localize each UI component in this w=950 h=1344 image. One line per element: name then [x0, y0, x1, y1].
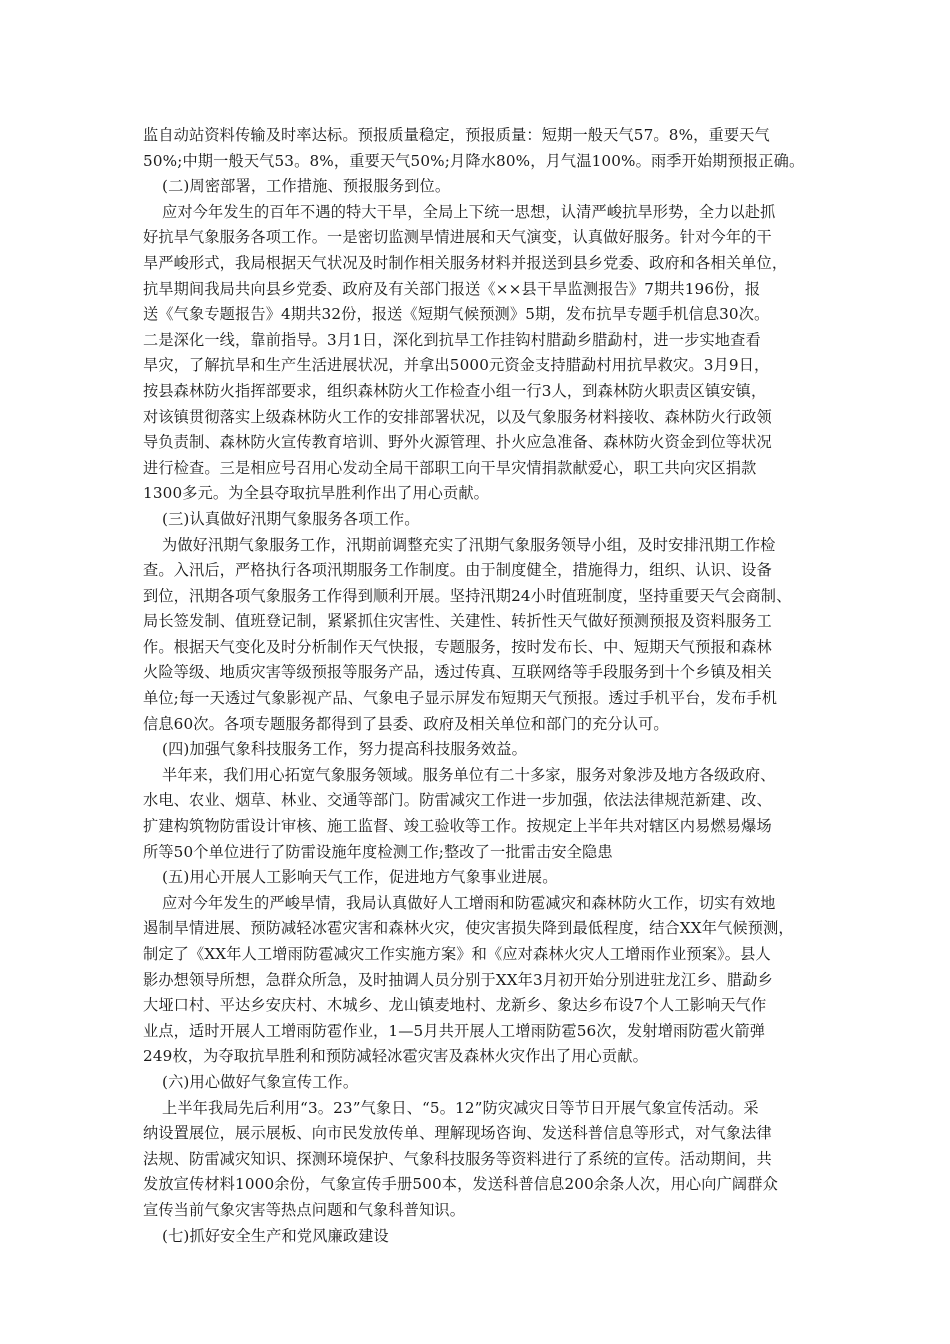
- paragraph-line: 二是深化一线，靠前指导。3月1日，深化到抗旱工作挂钩村腊勐乡腊勐村，进一步实地查看: [143, 330, 761, 349]
- section-heading: (七)抓好安全生产和党风廉政建设: [162, 1226, 389, 1245]
- paragraph-line: 按县森林防火指挥部要求，组织森林防火工作检查小组一行3人，到森林防火职责区镇安镇，: [143, 381, 767, 400]
- paragraph-line: 旱灾，了解抗旱和生产生活进展状况，并拿出5000元资金支持腊勐村用抗旱救灾。3月9日，: [143, 356, 770, 375]
- paragraph-line: 作。根据天气变化及时分析制作天气快报，专题服务，按时发布长、中、短期天气预报和森林: [143, 637, 772, 656]
- paragraph-line: 1300多元。为全县夺取抗旱胜利作出了用心贡献。: [143, 484, 490, 503]
- paragraph-line: 50%;中期一般天气53。8%，重要天气50%;月降水80%，月气温100%。雨季开始期预报正确。: [143, 151, 805, 170]
- section-heading: (六)用心做好气象宣传工作。: [162, 1072, 359, 1091]
- paragraph-line: 送《气象专题报告》4期共32份，报送《短期气候预测》5期，发布抗旱专题手机信息30次。: [143, 305, 770, 324]
- paragraph-line: 扩建构筑物防雷设计审核、施工监督、竣工验收等工作。按规定上半年共对辖区内易燃易爆场: [143, 817, 772, 836]
- paragraph-line: 抗旱期间我局共向县乡党委、政府及有关部门报送《××县干旱监测报告》7期共196份，报: [143, 279, 761, 298]
- paragraph-line: 查。入汛后，严格执行各项汛期服务工作制度。由于制度健全，措施得力，组织、认识、设备: [143, 561, 772, 580]
- paragraph-line: 半年来，我们用心拓宽气象服务领域。服务单位有二十多家，服务对象涉及地方各级政府、: [162, 765, 776, 784]
- paragraph-line: 好抗旱气象服务各项工作。一是密切监测旱情进展和天气演变，认真做好服务。针对今年的干: [143, 228, 772, 247]
- paragraph-line: 纳设置展位，展示展板、向市民发放传单、理解现场咨询、发送科普信息等形式，对气象法律: [143, 1124, 772, 1143]
- paragraph-line: 宣传当前气象灾害等热点问题和气象科普知识。: [143, 1200, 466, 1219]
- paragraph-line: 发放宣传材料1000余份，气象宣传手册500本，发送科普信息200余条人次，用心向广阔群众: [143, 1175, 778, 1194]
- paragraph-line: 信息60次。各项专题服务都得到了县委、政府及相关单位和部门的充分认可。: [143, 714, 669, 733]
- paragraph-line: 火险等级、地质灾害等级预报等服务产品，透过传真、互联网络等手段服务到十个乡镇及相关: [143, 663, 772, 682]
- section-heading: (三)认真做好汛期气象服务各项工作。: [162, 509, 420, 528]
- paragraph-line: 应对今年发生的严峻旱情，我局认真做好人工增雨和防雹减灾和森林防火工作，切实有效地: [162, 893, 776, 912]
- paragraph-line: 影办想领导所想，急群众所急，及时抽调人员分别于XX年3月初开始分别进驻龙江乡、腊勐乡: [143, 970, 773, 989]
- paragraph-line: 所等50个单位进行了防雷设施年度检测工作;整改了一批雷击安全隐患: [143, 842, 613, 861]
- section-heading: (四)加强气象科技服务工作，努力提高科技服务效益。: [162, 740, 527, 759]
- document-page: [143, 123, 811, 1249]
- paragraph-line: 单位;每一天透过气象影视产品、气象电子显示屏发布短期天气预报。透过手机平台，发布手机: [143, 689, 778, 708]
- paragraph-line: 249枚，为夺取抗旱胜利和预防减轻冰雹灾害及森林火灾作出了用心贡献。: [143, 1047, 648, 1066]
- paragraph-line: 为做好汛期气象服务工作，汛期前调整充实了汛期气象服务领导小组，及时安排汛期工作检: [162, 535, 776, 554]
- paragraph-line: 导负责制、森林防火宣传教育培训、野外火源管理、扑火应急准备、森林防火资金到位等状况: [143, 433, 772, 452]
- paragraph-line: 业点，适时开展人工增雨防雹作业，1—5月共开展人工增雨防雹56次，发射增雨防雹火箭弹: [143, 1021, 766, 1040]
- paragraph-line: 进行检查。三是相应号召用心发动全局干部职工向干旱灾情捐款献爱心，职工共向灾区捐款: [143, 458, 757, 477]
- paragraph-line: 到位，汛期各项气象服务工作得到顺利开展。坚持汛期24小时值班制度，坚持重要天气会商制、: [143, 586, 792, 605]
- paragraph-line: 局长签发制、值班登记制，紧紧抓住灾害性、关建性、转折性天气做好预测预报及资料服务工: [143, 612, 772, 631]
- paragraph-line: 旱严峻形式，我局根据天气状况及时制作相关服务材料并报送到县乡党委、政府和各相关单位，: [143, 253, 788, 272]
- paragraph-line: 上半年我局先后利用“3。23”气象日、“5。12”防灾减灾日等节日开展气象宣传活动。采: [162, 1098, 759, 1117]
- paragraph-line: 大垭口村、平达乡安庆村、木城乡、龙山镇麦地村、龙新乡、象达乡布设7个人工影响天气作: [143, 996, 767, 1015]
- section-heading: (二)周密部署，工作措施、预报服务到位。: [162, 177, 451, 196]
- paragraph-line: 法规、防雷减灾知识、探测环境保护、气象科技服务等资料进行了系统的宣传。活动期间，共: [143, 1149, 772, 1168]
- paragraph-line: 水电、农业、烟草、林业、交通等部门。防雷减灾工作进一步加强，依法法律规范新建、改、: [143, 791, 772, 810]
- paragraph-line: 制定了《XX年人工增雨防雹减灾工作实施方案》和《应对森林火灾人工增雨作业预案》。县人: [143, 945, 771, 963]
- paragraph-line: 遏制旱情进展、预防减轻冰雹灾害和森林火灾，使灾害损失降到最低程度，结合XX年气候预测，: [143, 919, 794, 938]
- paragraph-line: 对该镇贯彻落实上级森林防火工作的安排部署状况，以及气象服务材料接收、森林防火行政领: [143, 407, 772, 426]
- paragraph-line: 应对今年发生的百年不遇的特大干旱，全局上下统一思想，认清严峻抗旱形势，全力以赴抓: [162, 202, 776, 221]
- paragraph-line: 监自动站资料传输及时率达标。预报质量稳定，预报质量：短期一般天气57。8%，重要天气: [143, 126, 770, 144]
- section-heading: (五)用心开展人工影响天气工作，促进地方气象事业进展。: [162, 868, 558, 887]
